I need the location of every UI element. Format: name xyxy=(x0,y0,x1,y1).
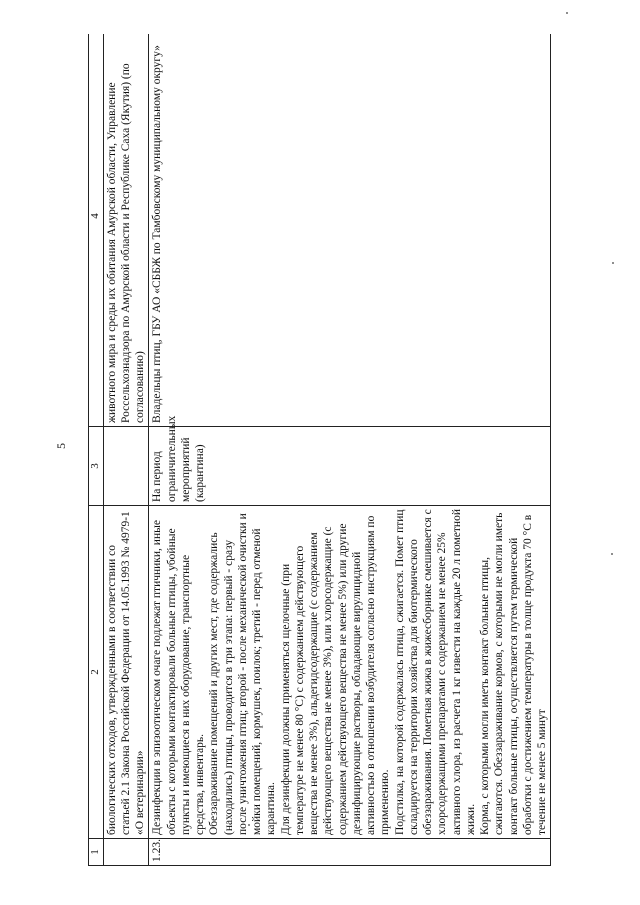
header-cell-4: 4 xyxy=(89,34,104,427)
measure-cell xyxy=(149,506,551,839)
measure-paragraph: Для дезинфекции должны применяться щелочные (при температуре не менее 80 °С) с содержанием действующего вещества не менее 3%), альдегидсодержащие (с содержанием действующего вещества не менее 3%), или хлорсодержащие (с содержанием действующего вещества не менее 5%) или другие дезинфицирующие растворы, обладающие вирулицидной активностью в отношении возбудителя согласно инструкциям по применению. xyxy=(279,515,392,835)
table-row xyxy=(149,34,551,866)
page-number: 5 xyxy=(54,443,68,449)
scan-speck xyxy=(566,12,568,14)
row-number-cell: 1.23. xyxy=(149,839,551,866)
document-page xyxy=(88,34,614,866)
header-cell-1: 1 xyxy=(89,839,104,866)
executors-cell: Владельцы птиц, ГБУ АО «СББЖ по Тамбовскому муниципальному округу» xyxy=(149,34,551,427)
measures-table xyxy=(88,34,551,866)
header-cell-3: 3 xyxy=(89,427,104,506)
header-cell-2: 2 xyxy=(89,506,104,839)
table-row xyxy=(103,34,149,866)
measure-paragraph: Подстилка, на которой содержалась птица, сжигается. Помет птиц складируется на территории хозяйства для биотермического обеззараживания. Пометная жижа в жижесборнике смешивается с хлорсодержащими препаратами с содержанием не менее 25% активного хлора, из расчета 1 кг извести на каждые 20 л пометной жижи. xyxy=(393,509,477,835)
measure-cell xyxy=(103,506,149,839)
measure-paragraph: Дезинфекции в эпизоотическом очаге подлежат птичники, иные объекты с которыми контактировали больные птицы, убойные пункты и имеющиеся в них оборудование, транспортные средства, инвентарь. xyxy=(151,520,207,835)
measure-paragraph: Корма, с которыми могли иметь контакт больные птицы, сжигаются. Обеззараживание кормов, с которыми не могли иметь контакт больные птицы, осуществляется путем термической обработки с достижением температуры в толще продукта 70 °С в течение не менее 5 минут xyxy=(479,512,549,835)
executors-cell: животного мира и среды их обитания Амурской области, Управление Россельхознадзора по Амурской области и Республике Саха (Якутия) (по согласованию) xyxy=(103,34,149,427)
row-number-cell xyxy=(103,839,149,866)
measure-paragraph: Обеззараживание помещений и других мест, где содержались (находились) птицы, проводится в три этапа: первый - сразу после уничтожения птиц; второй - после механической очистки и мойки помещений, кормушек, поилок; третий - перед отменой карантина. xyxy=(208,513,278,835)
rotated-table-container xyxy=(88,34,614,866)
period-cell: На период ограничительных мероприятий (карантина) xyxy=(149,427,551,506)
table-header-row xyxy=(89,34,104,866)
measure-paragraph: биологических отходов, утвержденными в соответствии со статьей 2.1 Закона Российской Федерации от 14.05.1993 № 4979-1 «О ветеринарии» xyxy=(105,511,147,835)
period-cell xyxy=(103,427,149,506)
